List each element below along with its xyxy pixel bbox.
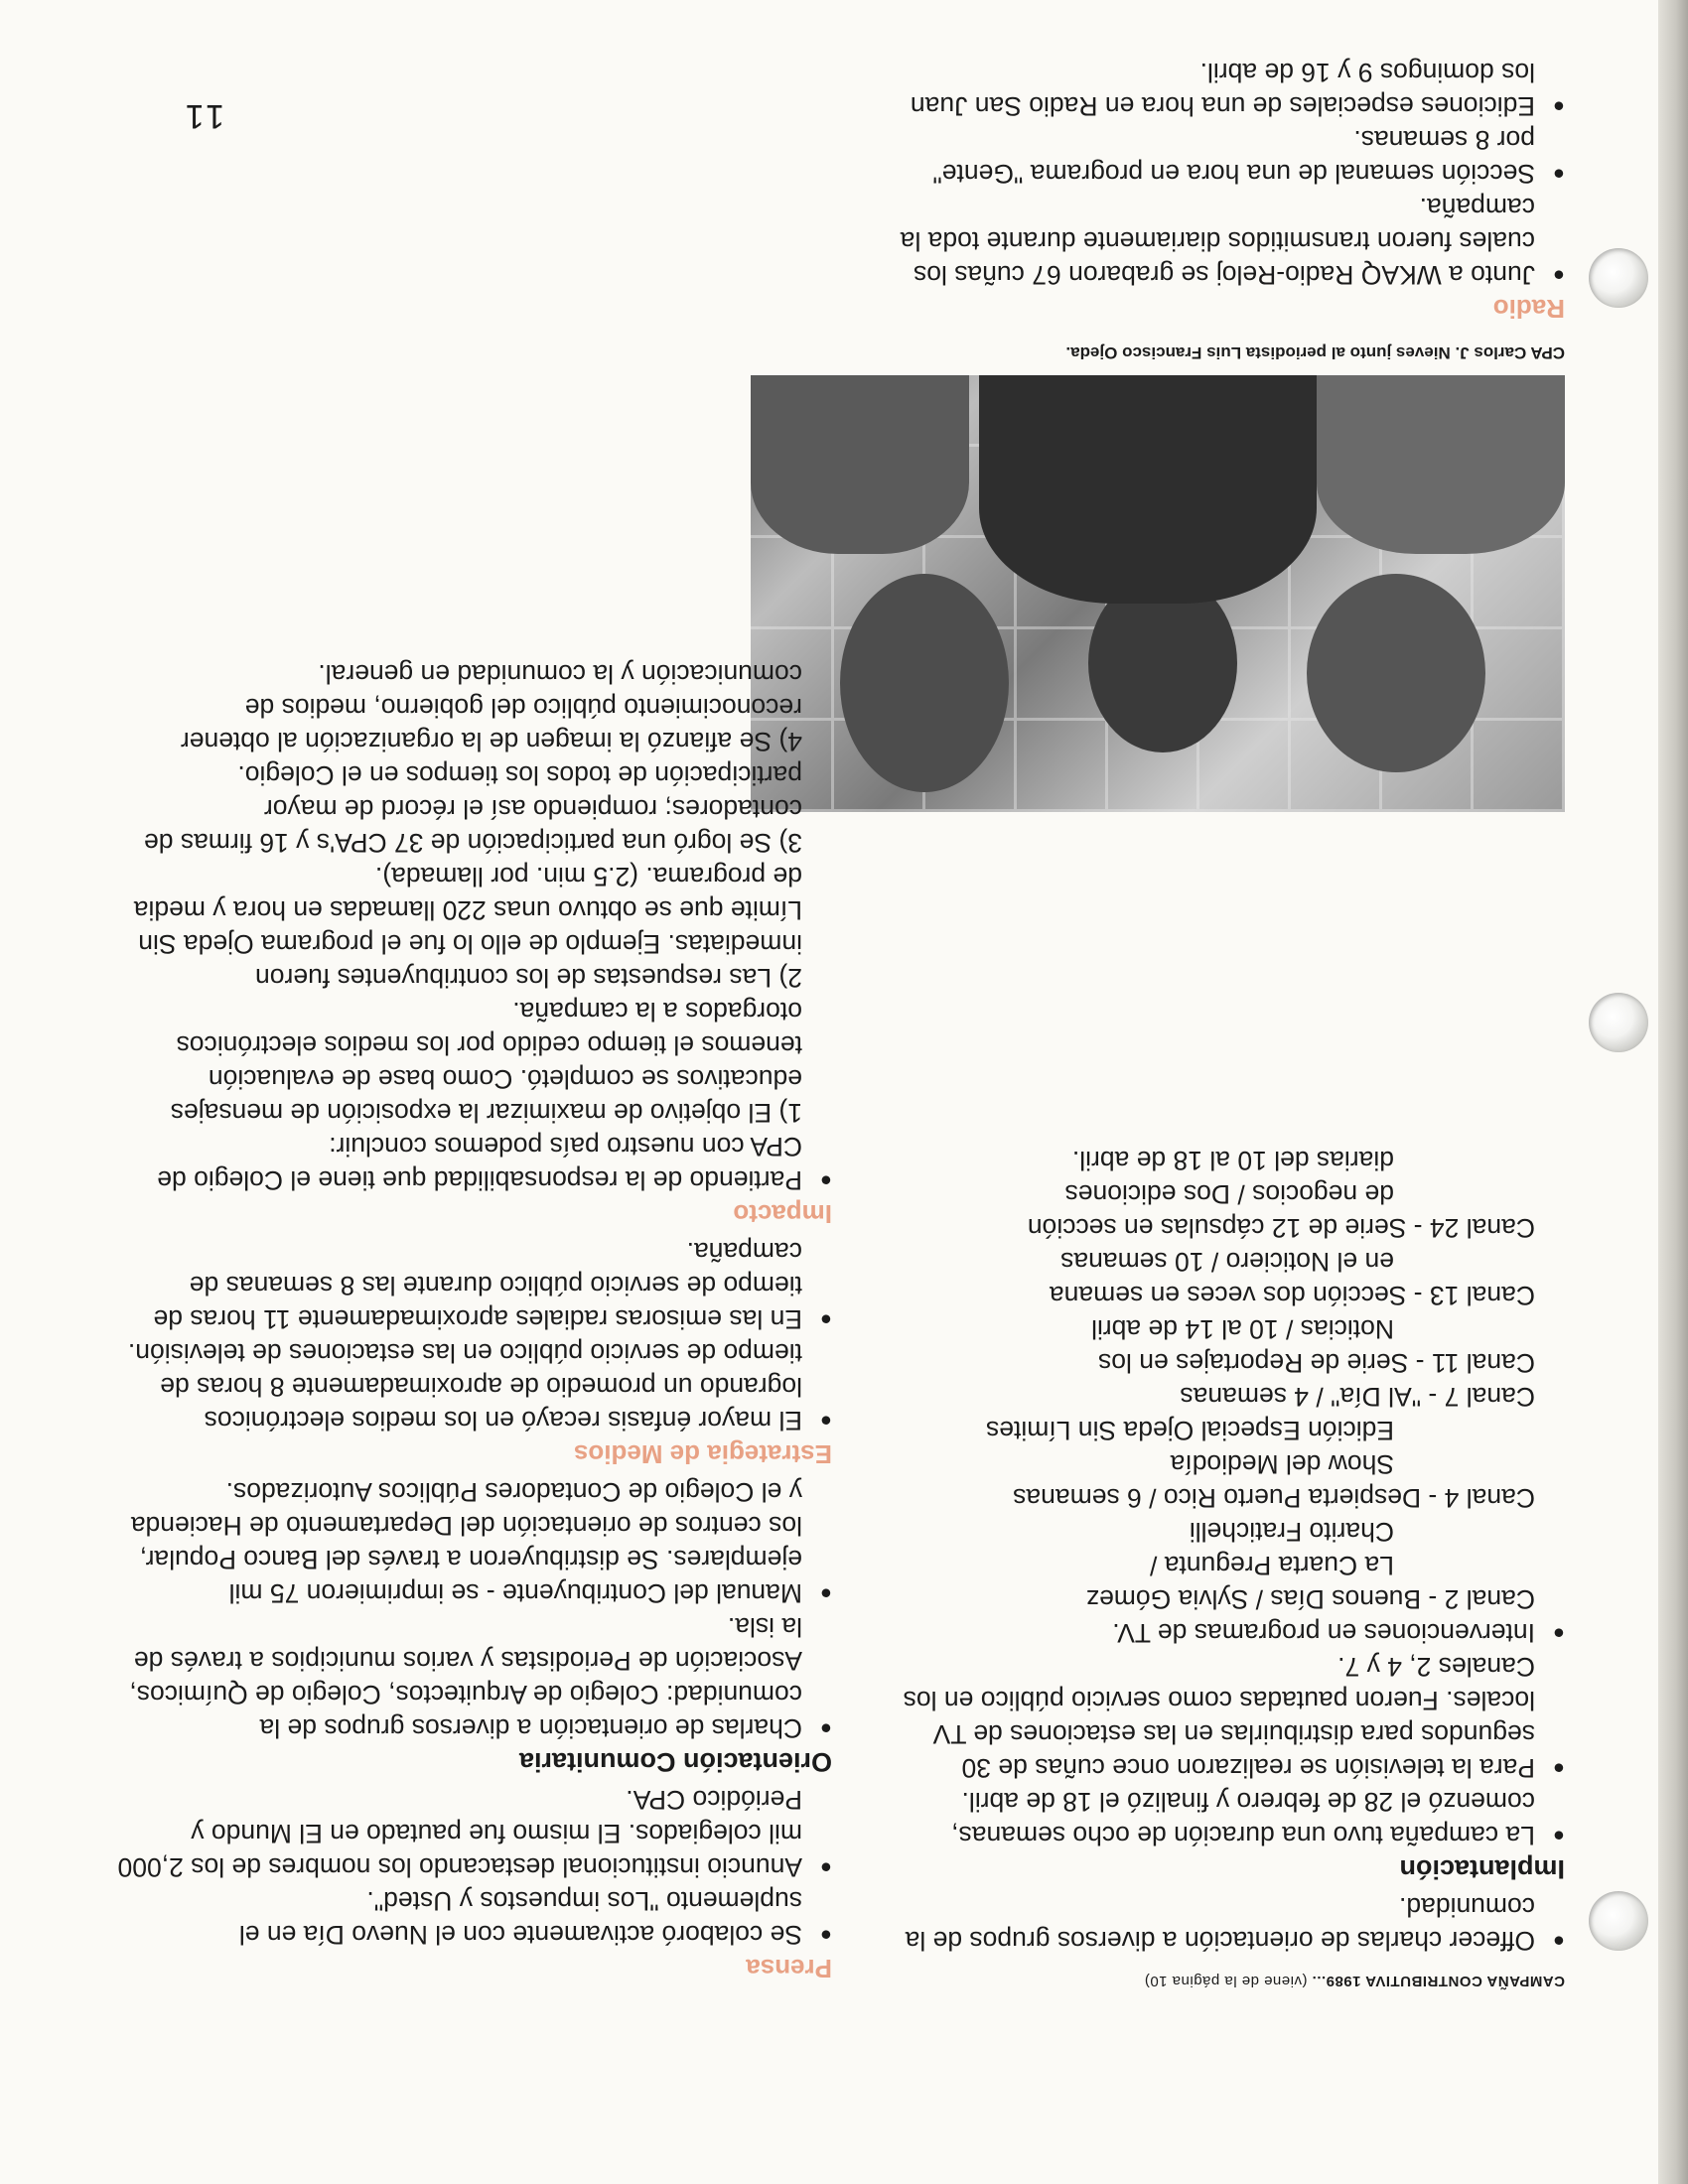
list-item: ● El mayor énfasis recayó en los medios electrónicos logrando un promedio de aproximadamente 8 horas de tiempo de servicio público en las estaciones de televisión. <box>117 1336 832 1437</box>
list-item: ● Intervenciones en programas de TV. <box>900 1616 1565 1650</box>
impacto-point: 4) Se afianzó la imagen de la organización al obtener reconocimiento público del gobierno, medios de comunicación y la comunidad en general. <box>180 659 802 756</box>
list-item: ● Ediciones especiales de una hora en Radio San Juan los domingos 9 y 16 de abril. <box>900 56 1565 123</box>
tv-program-line: en el Noticiero / 10 semanas <box>1060 1247 1394 1277</box>
tv-program-line: Canal 11 - Serie de Reportajes en los <box>1098 1348 1535 1378</box>
impacto-point: 3) Se logró una participación de 37 CPA's y 16 firmas de contadores; rompiendo así el récord de mayor participación de todos los tiempos en el Colegio. <box>143 760 802 858</box>
tv-program-line: La Cuarta Pregunta / <box>1149 1551 1394 1580</box>
tv-program-line: Canal 4 - Despierta Puerto Rico / 6 semanas <box>1013 1483 1535 1513</box>
list-item: ● La campaña tuvo una duración de ocho semanas, comenzó el 28 de febrero y finalizó el 18 de abril. <box>900 1785 1565 1852</box>
impacto-intro: ● Partiendo de la responsabilidad que tiene el Colegio de CPA con nuestro país podemos concluir: <box>117 1130 832 1197</box>
running-head: CAMPAÑA CONTRIBUTIVA 1989... (viene de la página 10) <box>1144 1973 1565 1989</box>
tv-program-line: Charito Fratichelli <box>1189 1517 1394 1547</box>
intro-bullet: ● Offecer charlas de orientación a diversos grupos de la comunidad. <box>900 1890 1565 1958</box>
tv-program-line: Canal 7 - "Al Día" / 4 semanas <box>1180 1382 1535 1412</box>
tv-program-line: diarias del 10 al 18 de abril. <box>1071 1146 1394 1175</box>
prensa-heading: Prensa <box>746 1954 832 1983</box>
impacto-point: 1) El objetivo de maximizar la exposición de mensajes educativos se completó. Como base de evaluación tenemos el tiempo cedido por los medios electrónicos otorgados a la campaña. <box>170 997 802 1128</box>
list-item: ● Charlas de orientación a diversos grupos de la comunidad: Colegio de Arquitectos, Colegio de Químicos, Asociación de Periodistas y varios municipios a través de la isla. <box>117 1610 832 1745</box>
tv-program-line: Edición Especial Ojeda Sin Límites <box>986 1416 1394 1445</box>
estrategia-heading: Estrategia de Medios <box>573 1439 832 1469</box>
list-item: ● Sección semanal de una hora en programa "Gente" por 8 semanas. <box>900 123 1565 191</box>
impacto-heading: Impacto <box>733 1199 832 1229</box>
radio-section <box>900 56 1565 326</box>
left-column <box>900 1144 1565 1958</box>
implantacion-list <box>900 1616 1565 1852</box>
tv-programs <box>900 1144 1565 1616</box>
tv-program-line: Canal 2 - Buenos Días / Sylvia Gómez <box>1085 1584 1535 1614</box>
list-item: ● En las emisoras radiales aproximadamente 11 horas de tiempo de servicio público durante las 8 semanas de campaña. <box>117 1235 832 1336</box>
list-item: ● Para la televisión se realizaron once cuñas de 30 segundos para distribuirlas en las estaciones de TV locales. Fueron pautadas como servicio público en los Canales 2, 4 y 7. <box>900 1650 1565 1785</box>
list-item: ● Anuncio institucional destacando los nombres de los 2,000 mil colegiados. El mismo fue pautado en El Mundo y Periódico CPA. <box>117 1783 832 1884</box>
tv-program-line: Show del Mediodía <box>1170 1449 1394 1479</box>
tv-program-line: Noticias / 10 al 14 de abril <box>1091 1314 1394 1344</box>
right-column <box>117 657 832 1985</box>
list-item: ● Junto a WKAQ Radio-Reloj se grabaron 67 cuñas los cuales fueron transmitidos diariamente durante toda la campaña. <box>900 191 1565 292</box>
photo <box>751 375 1565 812</box>
tv-program-line: Canal 13 - Sección dos veces en semana <box>1049 1281 1535 1310</box>
radio-heading: Radio <box>1492 294 1565 324</box>
list-item: ● Manual del Contribuyente - se imprimieron 75 mil ejemplares. Se distribuyeron a través del Banco Popular, los centros de orientación del Departamento de Hacienda y el Colegio de Contadores Públicos Autorizados. <box>117 1475 832 1610</box>
tv-program-line: de negocios / Dos ediciones <box>1064 1179 1394 1209</box>
list-item: ● Se colaboró activamente con el Nuevo Día en el suplemento "Los impuestos y Usted". <box>117 1884 832 1952</box>
page-number: 11 <box>181 97 224 135</box>
orientacion-heading: Orientación Comunitaria <box>518 1747 832 1777</box>
impacto-point: 2) Las respuestas de los contribuyentes fueron inmediatas. Ejemplo de ello lo fue el programa Ojeda Sin Límite que se obtuvo unas 220 llamadas en hora y media de programa. (2.5 min. por llamada). <box>133 862 802 993</box>
impacto-points <box>117 657 832 1130</box>
implantacion-heading: Implantación <box>1399 1854 1565 1884</box>
tv-program-line: Canal 24 - Serie de 12 cápsulas en sección <box>1027 1213 1535 1243</box>
photo-caption: CPA Carlos J. Nieves junto al periodista Luis Francisco Ojeda. <box>1065 343 1565 362</box>
